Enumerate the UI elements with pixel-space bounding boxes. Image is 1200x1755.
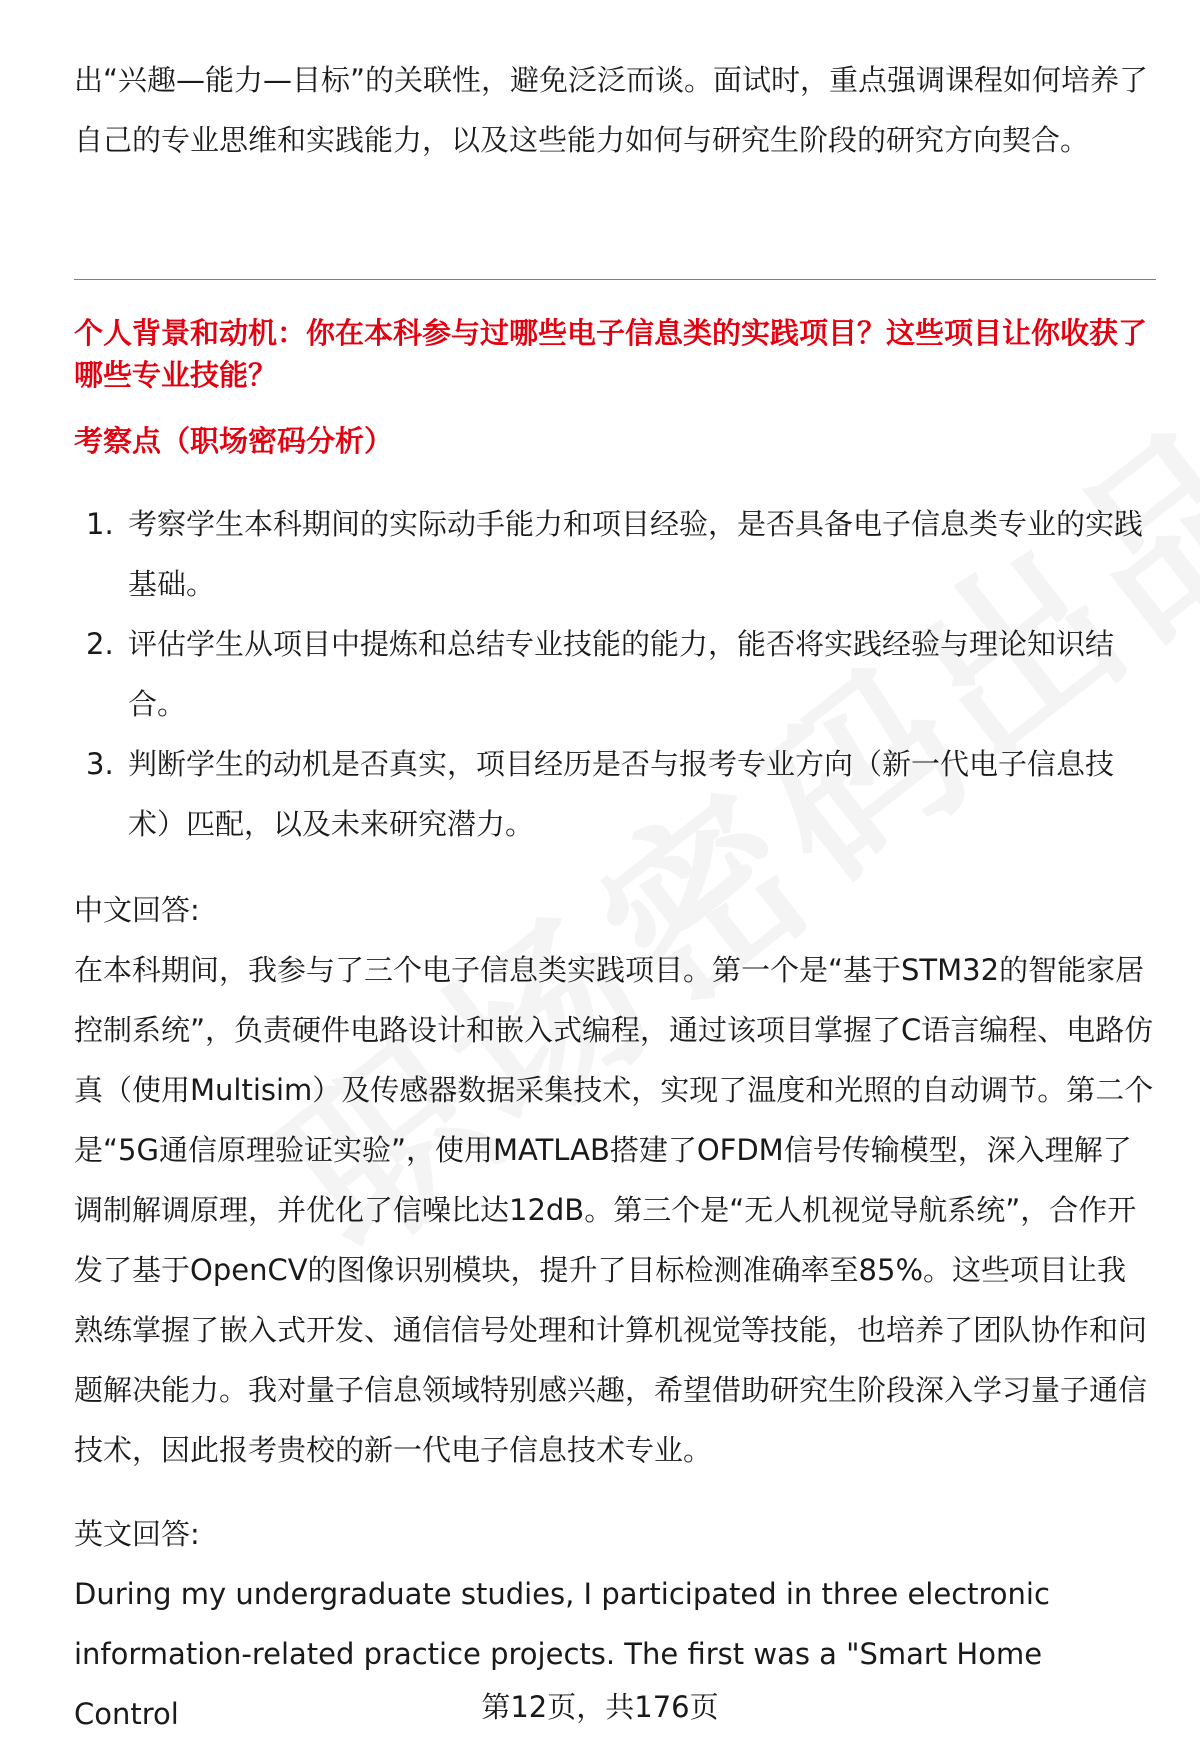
english-answer-body: During my undergraduate studies, I participated in three electronic information-related practice projects. The first was a "Smart Home Control (74, 1577, 1050, 1731)
section-divider (74, 279, 1156, 280)
chinese-answer-label: 中文回答: (74, 893, 200, 927)
analysis-list (74, 494, 1154, 854)
list-item-number: 2. (86, 627, 114, 661)
english-answer-label: 英文回答: (74, 1517, 200, 1551)
question-title: 个人背景和动机：你在本科参与过哪些电子信息类的实践项目？这些项目让你收获了哪些专业技能？ (74, 316, 1148, 392)
list-item (74, 614, 1154, 734)
list-item-number: 1. (86, 507, 114, 541)
chinese-answer-body: 在本科期间，我参与了三个电子信息类实践项目。第一个是“基于STM32的智能家居控制系统”，负责硬件电路设计和嵌入式编程，通过该项目掌握了C语言编程、电路仿真（使用Multisim）及传感器数据采集技术，实现了温度和光照的自动调节。第二个是“5G通信原理验证实验”，使用MATLAB搭建了OFDM信号传输模型，深入理解了调制解调原理，并优化了信噪比达12dB。第三个是“无人机视觉导航系统”，合作开发了基于OpenCV的图像识别模块，提升了目标检测准确率至85%。这些项目让我熟练掌握了嵌入式开发、通信信号处理和计算机视觉等技能，也培养了团队协作和问题解决能力。我对量子信息领域特别感兴趣，希望借助研究生阶段深入学习量子通信技术，因此报考贵校的新一代电子信息技术专业。 (74, 953, 1154, 1467)
list-item-number: 3. (86, 747, 114, 781)
page-number-footer: 第12页，共176页 (481, 1690, 719, 1724)
list-item-text: 判断学生的动机是否真实，项目经历是否与报考专业方向（新一代电子信息技术）匹配，以及未来研究潜力。 (128, 747, 1115, 841)
analysis-heading: 考察点（职场密码分析） (74, 424, 394, 458)
intro-paragraph: 出“兴趣—能力—目标”的关联性，避免泛泛而谈。面试时，重点强调课程如何培养了自己的专业思维和实践能力，以及这些能力如何与研究生阶段的研究方向契合。 (74, 63, 1149, 157)
list-item-text: 评估学生从项目中提炼和总结专业技能的能力，能否将实践经验与理论知识结合。 (128, 627, 1115, 721)
list-item (74, 494, 1154, 614)
list-item (74, 734, 1154, 854)
list-item-text: 考察学生本科期间的实际动手能力和项目经验，是否具备电子信息类专业的实践基础。 (128, 507, 1144, 601)
